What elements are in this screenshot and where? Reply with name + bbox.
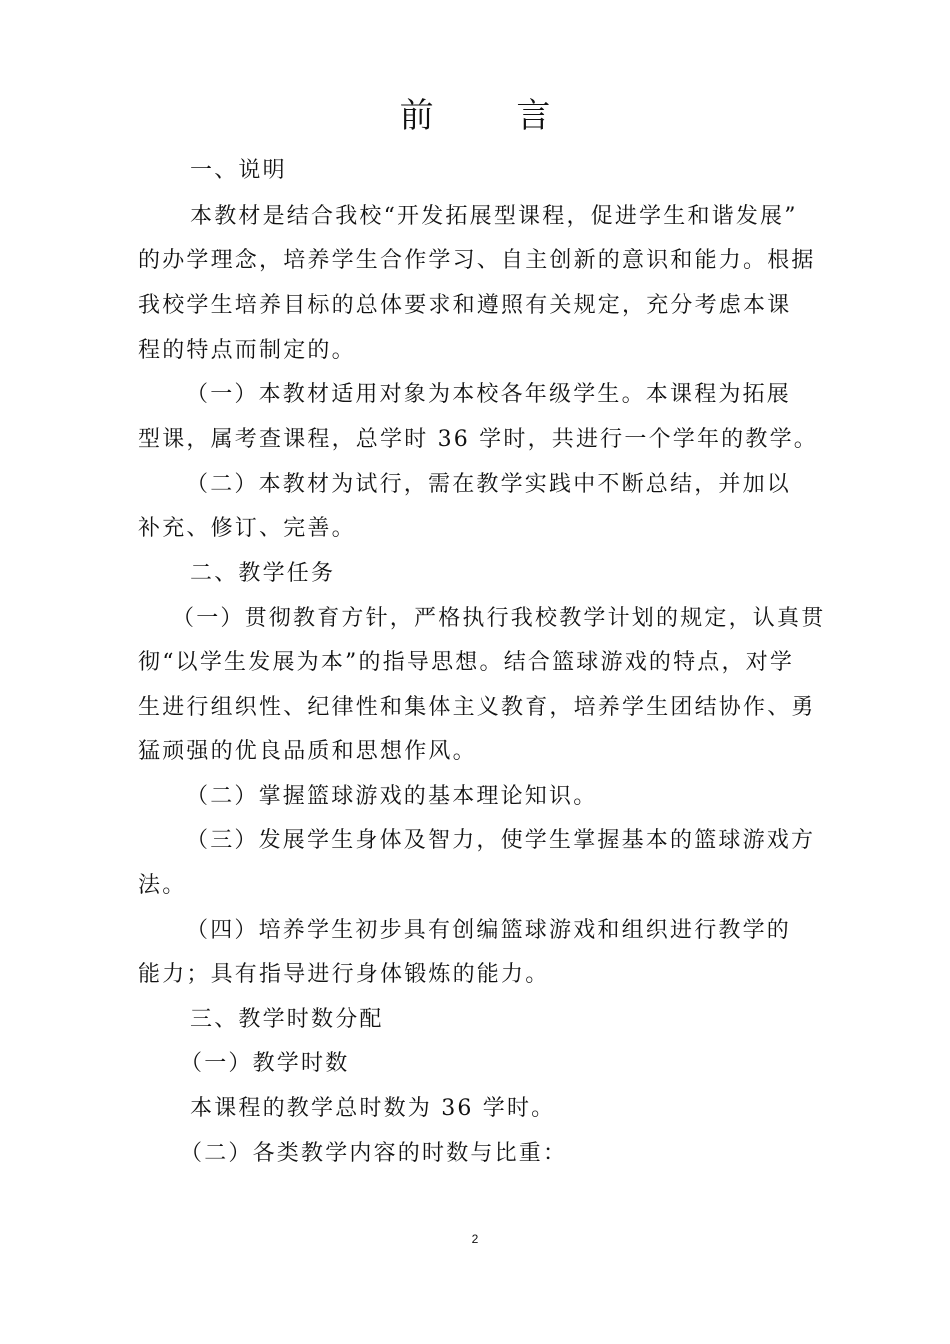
- section-heading-1: 一、说明: [190, 158, 287, 183]
- paragraph-line: 彻“以学生发展为本”的指导思想。结合篮球游戏的特点，对学: [138, 650, 795, 675]
- paragraph-line: （一）本教材适用对象为本校各年级学生。本课程为拓展: [186, 382, 792, 407]
- paragraph-line: 法。: [138, 873, 187, 898]
- paragraph-line: 补充、修订、完善。: [138, 516, 356, 541]
- paragraph-line: 的办学理念，培养学生合作学习、自主创新的意识和能力。根据: [138, 248, 816, 273]
- paragraph-line: （三）发展学生身体及智力，使学生掌握基本的篮球游戏方: [186, 828, 816, 853]
- paragraph-line: 本教材是结合我校“开发拓展型课程，促进学生和谐发展”: [190, 204, 798, 229]
- paragraph-line: （二）掌握篮球游戏的基本理论知识。: [186, 784, 598, 809]
- page-number: 2: [471, 1232, 479, 1246]
- paragraph-line: （一）贯彻教育方针，严格执行我校教学计划的规定，认真贯: [172, 606, 826, 631]
- paragraph-line: 猛顽强的优良品质和思想作风。: [138, 739, 477, 764]
- paragraph-line: （一）教学时数: [180, 1051, 350, 1076]
- paragraph-line: 程的特点而制定的。: [138, 338, 356, 363]
- paragraph-line: 能力；具有指导进行身体锻炼的能力。: [138, 962, 550, 987]
- paragraph-line: 生进行组织性、纪律性和集体主义教育，培养学生团结协作、勇: [138, 695, 816, 720]
- section-heading-3: 三、教学时数分配: [190, 1007, 384, 1032]
- paragraph-line: 本课程的教学总时数为 36 学时。: [190, 1096, 556, 1121]
- paragraph-line: （二）各类教学内容的时数与比重：: [180, 1141, 568, 1166]
- section-heading-2: 二、教学任务: [190, 561, 336, 586]
- paragraph-line: （二）本教材为试行，需在教学实践中不断总结，并加以: [186, 472, 792, 497]
- paragraph-line: 我校学生培养目标的总体要求和遵照有关规定，充分考虑本课: [138, 293, 792, 318]
- paragraph-line: （四）培养学生初步具有创编篮球游戏和组织进行教学的: [186, 918, 792, 943]
- page-title: 前 言: [399, 96, 587, 136]
- paragraph-line: 型课，属考查课程，总学时 36 学时，共进行一个学年的教学。: [138, 427, 818, 452]
